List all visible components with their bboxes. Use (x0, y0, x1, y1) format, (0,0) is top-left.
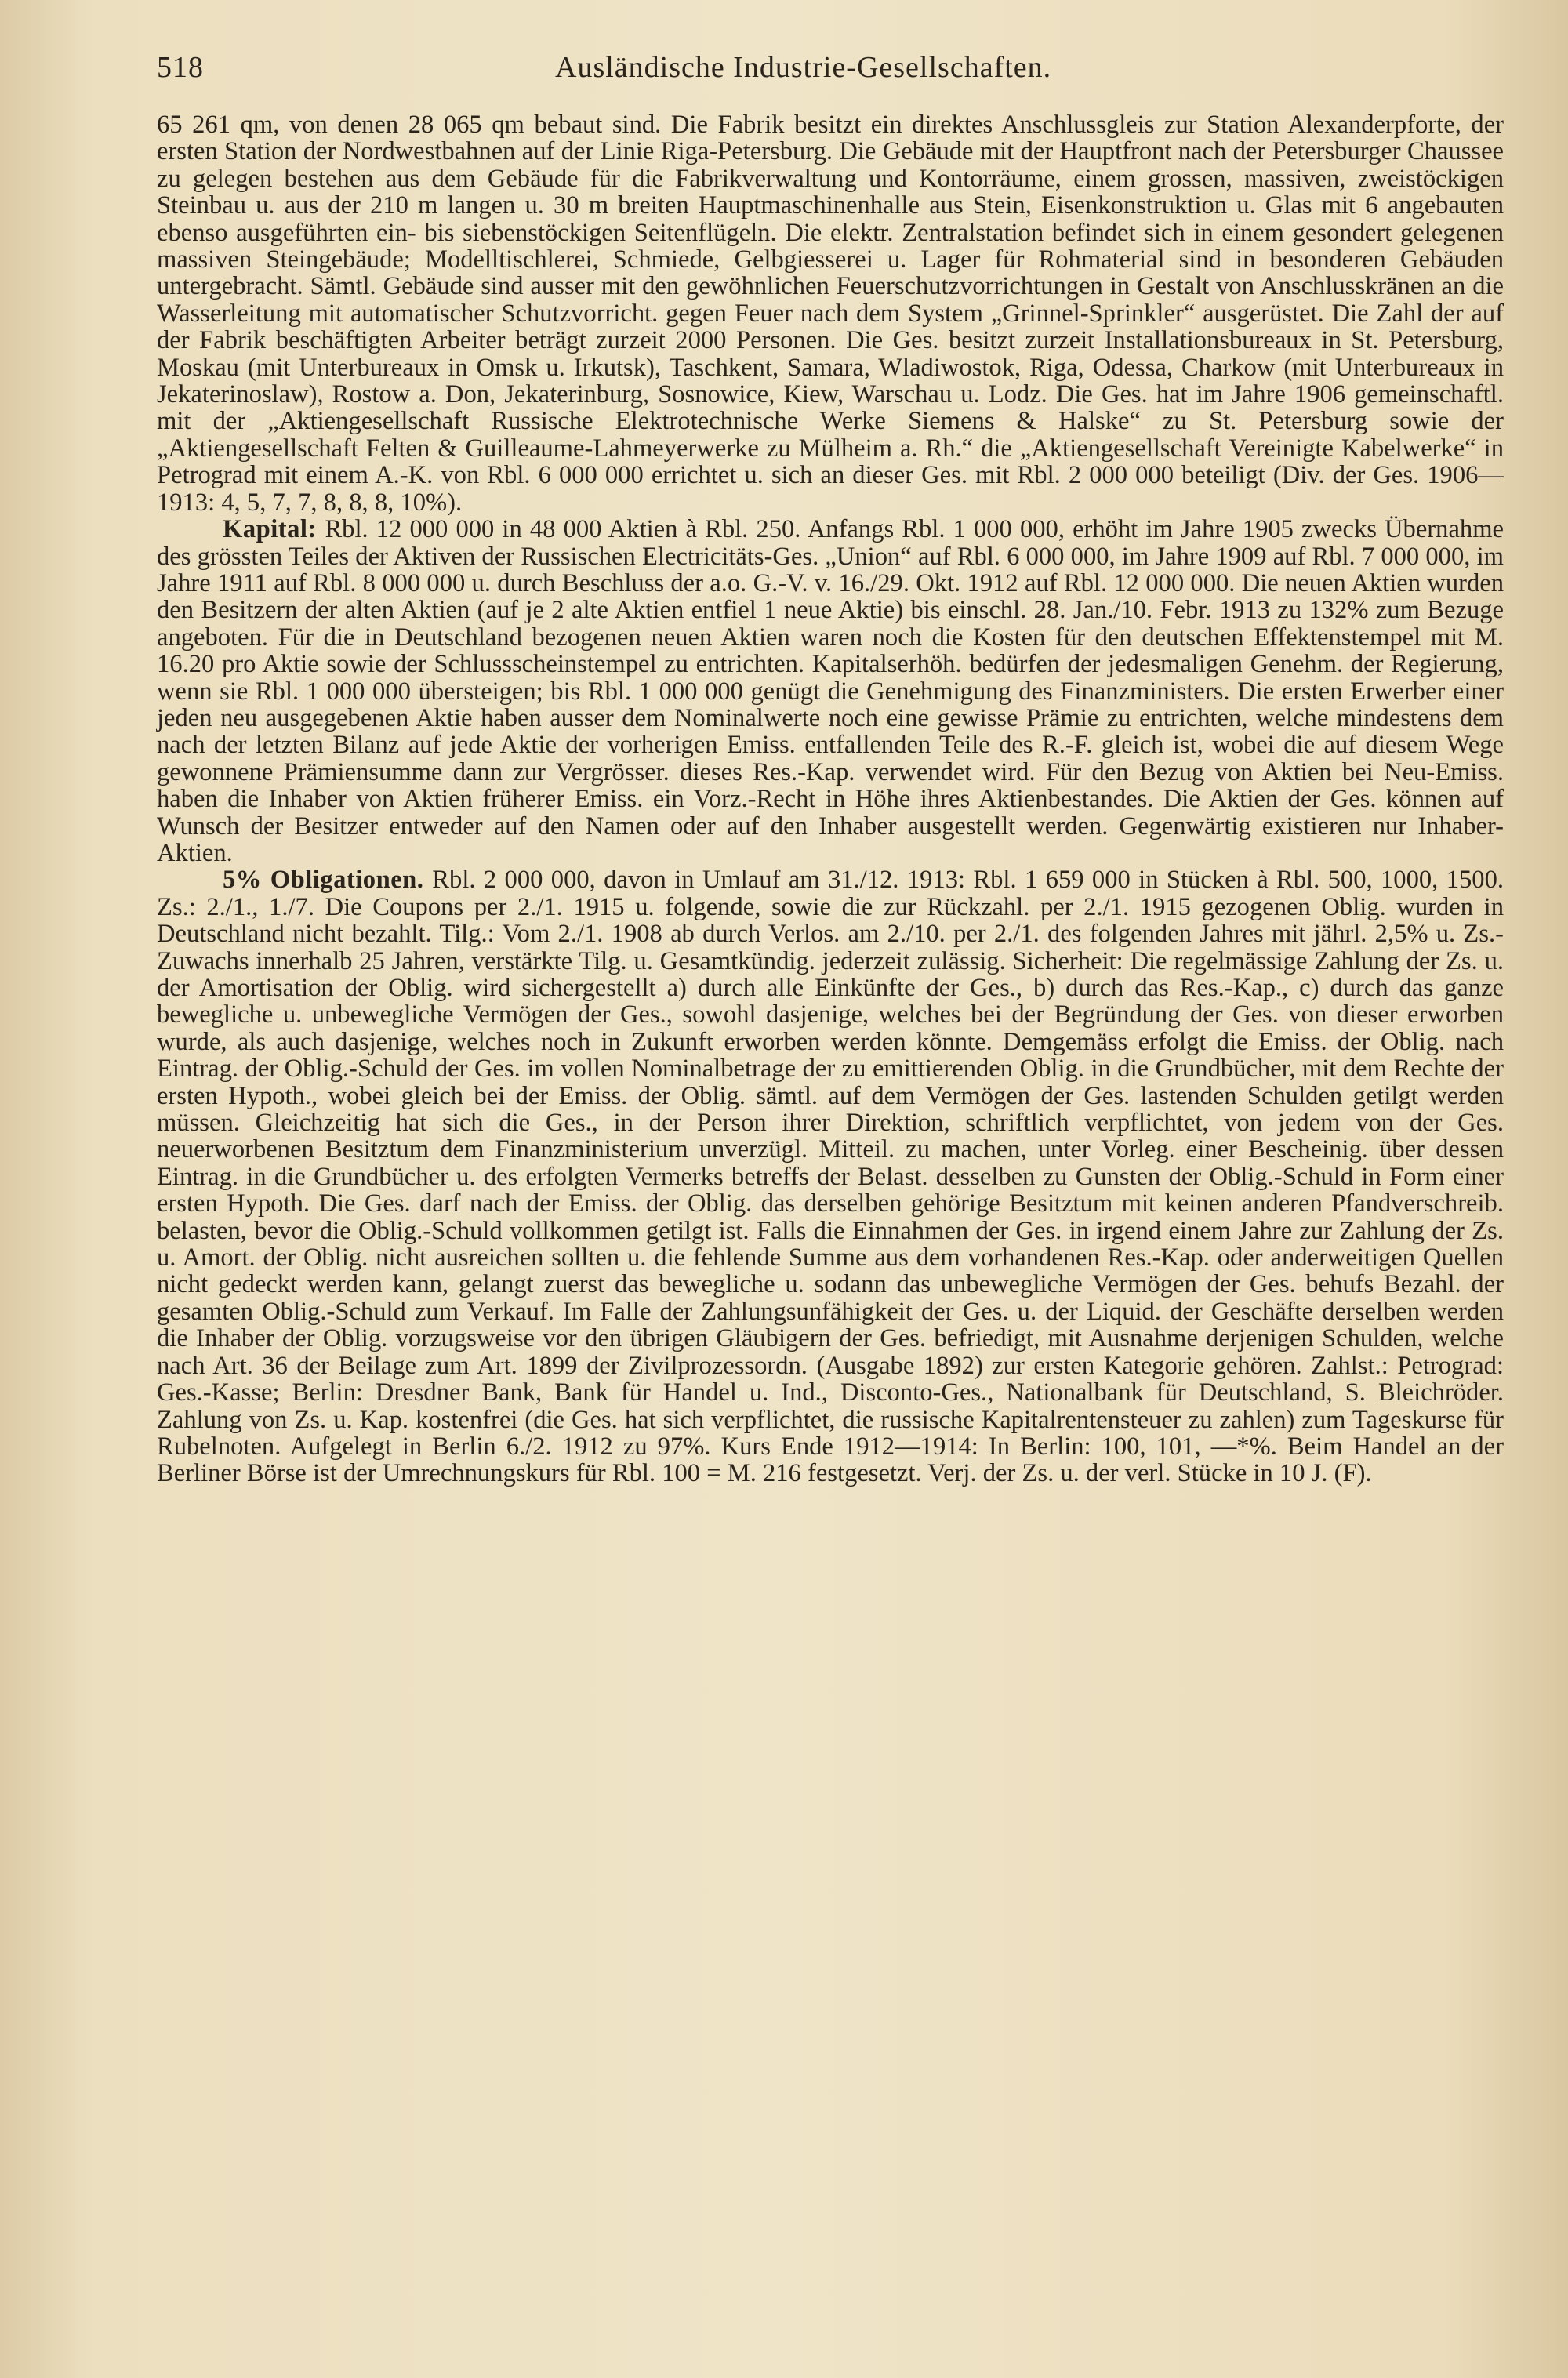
running-head: Ausländische Industrie-Gesellschaften. (555, 51, 1052, 84)
section-heading-kapital: Kapital: (223, 515, 325, 544)
section-heading-obligationen: 5% Obligationen. (223, 866, 433, 895)
page-number: 518 (157, 51, 204, 84)
paragraph-text: 65 261 qm, von denen 28 065 qm bebaut sind. Die Fabrik besitzt ein direktes Anschlussgleis zur Station Alexanderpforte, der ersten Station der Nordwestbahnen auf der Linie Riga-Petersburg. Die Gebäude mit der Hauptfront nach der Petersburger Chaussee zu gelegen bestehen aus dem Gebäude für die Fabrikverwaltung und Kontorräume, einem grossen, massiven, zweistöckigen Steinbau u. aus der 210 m langen u. 30 m breiten Hauptmaschinenhalle aus Stein, Eisenkonstruktion u. Glas mit 6 angebauten ebenso ausgeführten ein- bis siebenstöckigen Seitenflügeln. Die elektr. Zentralstation befindet sich in einem gesondert gelegenen massiven Steingebäude; Modelltischlerei, Schmiede, Gelbgiesserei u. Lager für Rohmaterial sind in besonderen Gebäuden untergebracht. Sämtl. Gebäude sind ausser mit den gewöhnlichen Feuerschutzvorrichtungen in Gestalt von Anschlusskränen an die Wasserleitung mit automatischer Schutzvorricht. gegen Feuer nach dem System „Grinnel-Sprinkler“ ausgerüstet. Die Zahl der auf der Fabrik beschäftigten Arbeiter beträgt zurzeit 2000 Personen. Die Ges. besitzt zurzeit Installationsbureaux in St. Petersburg, Moskau (mit Unterbureaux in Omsk u. Irkutsk), Taschkent, Samara, Wladiwostok, Riga, Odessa, Charkow (mit Unterbureaux in Jekaterinoslaw), Rostow a. Don, Jekaterinburg, Sosnowice, Kiew, Warschau u. Lodz. Die Ges. hat im Jahre 1906 gemeinschaftl. mit der „Aktiengesellschaft Russische Elektrotechnische Werke Siemens & Halske“ zu St. Petersburg sowie der „Aktiengesellschaft Felten & Guilleaume-Lahmeyerwerke zu Mülheim a. Rh.“ die „Aktiengesellschaft Vereinigte Kabelwerke“ in Petrograd mit einem A.-K. von Rbl. 6 000 000 errichtet u. sich an dieser Ges. mit Rbl. 2 000 000 beteiligt (Div. der Ges. 1906—1913: 4, 5, 7, 7, 8, 8, 8, 10%). (157, 111, 1504, 517)
paragraph-kapital (157, 516, 1504, 866)
body-text (157, 111, 1504, 1487)
paragraph-facilities (157, 111, 1504, 516)
paragraph-text: Rbl. 12 000 000 in 48 000 Aktien à Rbl. 250. Anfangs Rbl. 1 000 000, erhöht im Jahre 1905 zwecks Übernahme des grössten Teiles der Aktiven der Russischen Electricitäts-Ges. „Union“ auf Rbl. 6 000 000, im Jahre 1909 auf Rbl. 7 000 000, im Jahre 1911 auf Rbl. 8 000 000 u. durch Beschluss der a.o. G.-V. v. 16./29. Okt. 1912 auf Rbl. 12 000 000. Die neuen Aktien wurden den Besitzern der alten Aktien (auf je 2 alte Aktien entfiel 1 neue Aktie) bis einschl. 28. Jan./10. Febr. 1913 zu 132% zum Bezuge angeboten. Für die in Deutschland bezogenen neuen Aktien waren noch die Kosten für den deutschen Effektenstempel mit M. 16.20 pro Aktie sowie der Schlussscheinstempel zu entrichten. Kapitalserhöh. bedürfen der jedesmaligen Genehm. der Regierung, wenn sie Rbl. 1 000 000 übersteigen; bis Rbl. 1 000 000 genügt die Genehmigung des Finanzministers. Die ersten Erwerber einer jeden neu ausgegebenen Aktie haben ausser dem Nominalwerte noch eine gewisse Prämie zu entrichten, welche mindestens dem nach der letzten Bilanz auf jede Aktie der vorherigen Emiss. entfallenden Teile des R.-F. gleich ist, wobei die auf diesem Wege gewonnene Prämiensumme dann zur Vergrösser. dieses Res.-Kap. verwendet wird. Für den Bezug von Aktien bei Neu-Emiss. haben die Inhaber von Aktien früherer Emiss. ein Vorz.-Recht in Höhe ihres Aktienbestandes. Die Aktien der Ges. können auf Wunsch der Besitzer entweder auf den Namen oder auf den Inhaber ausgestellt werden. Gegenwärtig existieren nur Inhaber-Aktien. (157, 515, 1504, 867)
paragraph-text: Rbl. 2 000 000, davon in Umlauf am 31./12. 1913: Rbl. 1 659 000 in Stücken à Rbl. 500, 1000, 1500. Zs.: 2./1., 1./7. Die Coupons per 2./1. 1915 u. folgende, sowie die zur Rückzahl. per 2./1. 1915 gezogenen Oblig. wurden in Deutschland nicht bezahlt. Tilg.: Vom 2./1. 1908 ab durch Verlos. am 2./10. per 2./1. des folgenden Jahres mit jährl. 2,5% u. Zs.-Zuwachs innerhalb 25 Jahren, verstärkte Tilg. u. Gesamtkündig. jederzeit zulässig. Sicherheit: Die regelmässige Zahlung der Zs. u. der Amortisation der Oblig. wird sichergestellt a) durch alle Einkünfte der Ges., b) durch das Res.-Kap., c) durch das ganze bewegliche u. unbewegliche Vermögen der Ges., sowohl dasjenige, welches bei der Begründung der Ges. von dieser erworben wurde, als auch dasjenige, welches noch in Zukunft erworben werden könnte. Demgemäss erfolgt die Emiss. der Oblig. nach Eintrag. der Oblig.-Schuld der Ges. im vollen Nominalbetrage der zu emittierenden Oblig. in die Grundbücher, mit dem Rechte der ersten Hypoth., wobei gleich bei der Emiss. der Oblig. sämtl. auf dem Vermögen der Ges. lastenden Schulden getilgt werden müssen. Gleichzeitig hat sich die Ges., in der Person ihrer Direktion, schriftlich verpflichtet, von jedem von der Ges. neuerworbenen Besitztum dem Finanzministerium unverzügl. Mitteil. zu machen, unter Vorleg. einer Bescheinig. über dessen Eintrag. in die Grundbücher u. des erfolgten Vermerks betreffs der Belast. desselben zu Gunsten der Oblig.-Schuld in Form einer ersten Hypoth. Die Ges. darf nach der Emiss. der Oblig. das derselben gehörige Besitztum mit keinen anderen Pfandverschreib. belasten, bevor die Oblig.-Schuld vollkommen getilgt ist. Falls die Einnahmen der Ges. in irgend einem Jahre zur Zahlung der Zs. u. Amort. der Oblig. nicht ausreichen sollten u. die fehlende Summe aus dem vorhandenen Res.-Kap. oder anderweitigen Quellen nicht gedeckt werden kann, gelangt zuerst das bewegliche u. sodann das unbewegliche Vermögen der Ges. behufs Bezahl. der gesamten Oblig.-Schuld zum Verkauf. Im Falle der Zahlungsunfähigkeit der Ges. u. der Liquid. der Geschäfte derselben werden die Inhaber der Oblig. vorzugsweise vor den übrigen Gläubigern der Ges. befriedigt, mit Ausnahme derjenigen Schulden, welche nach Art. 36 der Beilage zum Art. 1899 der Zivilprozessordn. (Ausgabe 1892) zur ersten Kategorie gehören. Zahlst.: Petrograd: Ges.-Kasse; Berlin: Dresdner Bank, Bank für Handel u. Ind., Disconto-Ges., Nationalbank für Deutschland, S. Bleichröder. Zahlung von Zs. u. Kap. kostenfrei (die Ges. hat sich verpflichtet, die russische Kapitalrentensteuer zu zahlen) zum Tageskurse für Rubelnoten. Aufgelegt in Berlin 6./2. 1912 zu 97%. Kurs Ende 1912—1914: In Berlin: 100, 101, —*%. Beim Handel an der Berliner Börse ist der Umrechnungskurs für Rbl. 100 = M. 216 festgesetzt. Verj. der Zs. u. der verl. Stücke in 10 J. (F). (157, 866, 1504, 1488)
page-header (157, 50, 1505, 97)
paragraph-obligationen (157, 866, 1504, 1487)
